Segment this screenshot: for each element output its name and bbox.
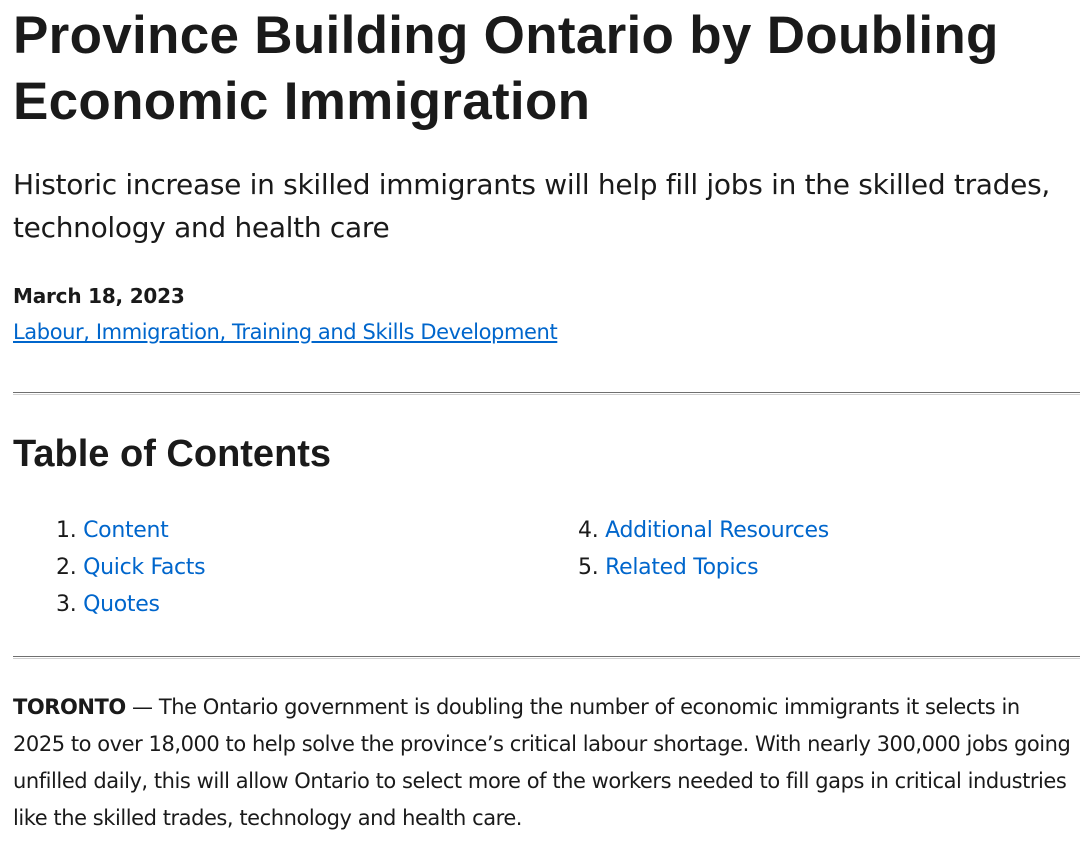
toc-item-number: 2. [56, 555, 77, 580]
toc-item-related-topics [578, 549, 829, 586]
toc-link-additional-resources[interactable]: Additional Resources [605, 518, 829, 543]
toc-item-content [56, 512, 205, 549]
toc-item-number: 1. [56, 518, 77, 543]
ministry-link[interactable]: Labour, Immigration, Training and Skills Development [13, 320, 558, 344]
toc-column-left [56, 512, 205, 623]
dateline-separator: — [125, 695, 159, 719]
release-date: March 18, 2023 [13, 284, 185, 308]
table-of-contents [13, 512, 1073, 623]
toc-item-additional-resources [578, 512, 829, 549]
page-subtitle: Historic increase in skilled immigrants will help fill jobs in the skilled trades, technology and health care [13, 168, 1050, 244]
page-title: Province Building Ontario by Doubling Economic Immigration [13, 6, 999, 131]
toc-item-number: 3. [56, 592, 77, 617]
toc-item-number: 5. [578, 555, 599, 580]
toc-column-right [578, 512, 829, 586]
toc-link-content[interactable]: Content [83, 518, 169, 543]
toc-link-quick-facts[interactable]: Quick Facts [83, 555, 206, 580]
toc-item-quotes [56, 586, 205, 623]
toc-link-quotes[interactable]: Quotes [83, 592, 160, 617]
lead-paragraph [13, 689, 1073, 837]
toc-item-number: 4. [578, 518, 599, 543]
news-release-page [13, 0, 1073, 837]
lead-paragraph-text: The Ontario government is doubling the number of economic immigrants it selects in 2025 to over 18,000 to help solve the province’s critical labour shortage. With nearly 300,000 jobs going unfilled daily, this will allow Ontario to select more of the workers needed to fill gaps in critical industries like the skilled trades, technology and health care. [13, 695, 1071, 830]
divider [13, 656, 1080, 659]
divider [13, 392, 1080, 395]
toc-item-quick-facts [56, 549, 205, 586]
dateline: TORONTO [13, 695, 126, 719]
toc-heading: Table of Contents [13, 433, 332, 475]
toc-link-related-topics[interactable]: Related Topics [605, 555, 759, 580]
